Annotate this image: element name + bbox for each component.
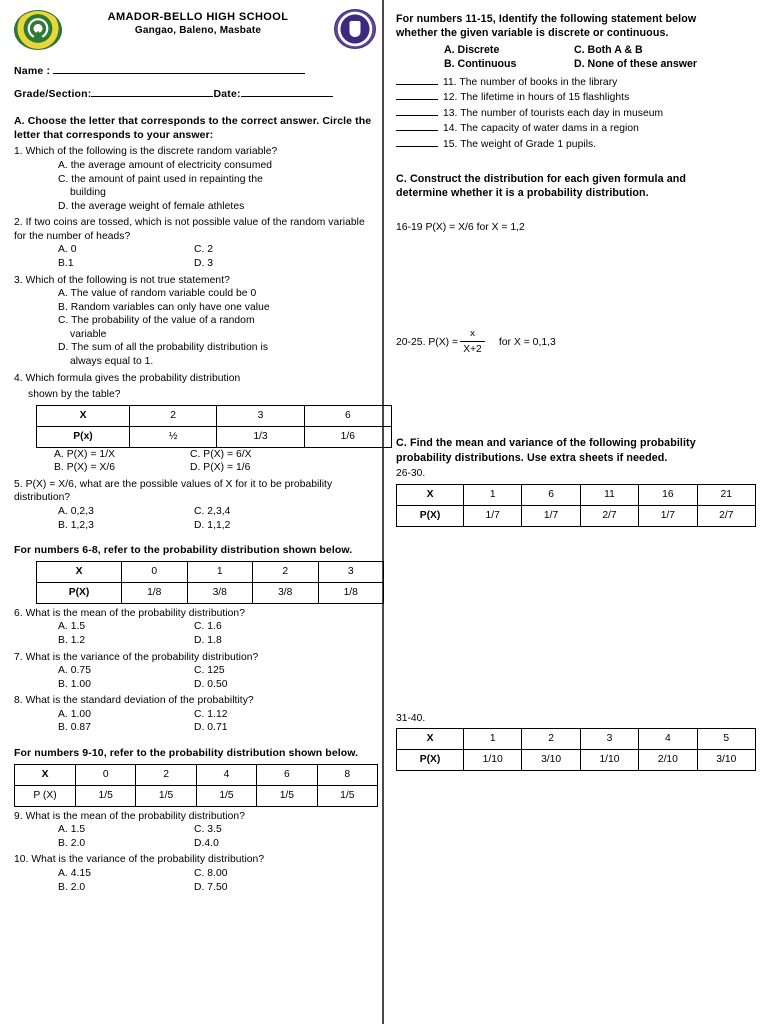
- table-row: [15, 785, 378, 806]
- right-column: [382, 0, 768, 1024]
- question-4-distribution-table: [36, 405, 392, 448]
- t68-row-label-x: X: [37, 561, 122, 582]
- t2630-row-label-x: X: [397, 484, 464, 505]
- t2630-p-4: 1/7: [639, 505, 697, 526]
- table-row: [15, 764, 378, 785]
- grade-date-field-row: [14, 86, 376, 100]
- t2630-p-5: 2/7: [697, 505, 755, 526]
- left-column: [0, 0, 382, 1024]
- note-9-10: For numbers 9-10, refer to the probability distribution shown below.: [14, 747, 359, 760]
- question-6-option-a[interactable]: A. 1.5: [58, 621, 86, 633]
- q4-x-2: 3: [217, 405, 304, 426]
- list-item: [396, 121, 758, 136]
- fraction-numerator: x: [460, 328, 485, 342]
- question-1-option-a[interactable]: A. the average amount of electricity consumed: [58, 159, 273, 171]
- question-2-options-row-1: [14, 243, 376, 257]
- question-7-options-row-1: [14, 664, 376, 678]
- answer-blank-15[interactable]: [396, 137, 438, 147]
- part-b-instruction-line-2: whether the given variable is discrete or continuous.: [396, 27, 669, 40]
- question-5-option-b[interactable]: B. 1,2,3: [58, 519, 94, 531]
- name-label: Name :: [14, 65, 51, 77]
- question-6-option-d[interactable]: D. 1.8: [194, 635, 222, 647]
- question-8-options-row-2: [14, 721, 376, 735]
- question-5-options-row-2: [14, 519, 376, 533]
- item-20-25-prefix: 20-25. P(X) =: [396, 336, 459, 348]
- grade-section-label: Grade/Section:: [14, 88, 92, 100]
- t910-x-1: 0: [76, 764, 136, 785]
- t910-p-5: 1/5: [317, 785, 377, 806]
- deped-seal-icon: [334, 9, 376, 49]
- part-b-instruction-line-1: For numbers 11-15, Identify the following statement below: [396, 13, 697, 25]
- part-a-instruction: A. Choose the letter that corresponds to the correct answer. Circle the letter that corresponds to your answer:: [14, 115, 372, 142]
- name-field-row: [14, 63, 376, 77]
- q4-row-label-px: P(x): [37, 426, 130, 447]
- item-15-text: 15. The weight of Grade 1 pupils.: [443, 138, 597, 150]
- question-3-option-c[interactable]: C. The probability of the value of a random: [58, 315, 255, 327]
- part-b-choice-b[interactable]: B. Continuous: [444, 57, 517, 70]
- question-3-option-d-cont: always equal to 1.: [70, 356, 154, 368]
- q4-x-3: 6: [304, 405, 391, 426]
- t2630-p-1: 1/7: [464, 505, 522, 526]
- part-c1-instruction-line-1: C. Construct the distribution for each given formula and: [396, 173, 687, 186]
- part-b-choice-a[interactable]: A. Discrete: [444, 43, 500, 56]
- t68-x-3: 2: [253, 561, 319, 582]
- part-c2-instruction-line-1: C. Find the mean and variance of the following probability: [396, 437, 696, 450]
- t910-p-4: 1/5: [257, 785, 317, 806]
- q4-p-2: 1/3: [217, 426, 304, 447]
- question-7-option-c[interactable]: C. 125: [194, 665, 225, 677]
- question-9-option-d[interactable]: D.4.0: [194, 837, 219, 849]
- list-item: [396, 137, 758, 152]
- t3140-x-3: 3: [580, 728, 638, 749]
- t3140-x-1: 1: [464, 728, 522, 749]
- t68-p-1: 1/8: [122, 582, 188, 603]
- question-6-option-c[interactable]: C. 1.6: [194, 621, 222, 633]
- question-9-option-a[interactable]: A. 1.5: [58, 824, 86, 836]
- table-row: [397, 505, 756, 526]
- distribution-table-9-10: [14, 764, 378, 807]
- part-b-choices-row-1: [396, 43, 758, 57]
- question-1-option-c-cont: building: [70, 187, 106, 199]
- answer-blank-13[interactable]: [396, 106, 438, 116]
- table-row: [37, 405, 392, 426]
- answer-blank-11[interactable]: [396, 75, 438, 85]
- item-13-text: 13. The number of tourists each day in museum: [443, 107, 664, 119]
- question-7-option-a[interactable]: A. 0.75: [58, 665, 91, 677]
- question-6-options-row-2: [14, 634, 376, 648]
- question-6-option-b[interactable]: B. 1.2: [58, 635, 86, 647]
- q4-x-1: 2: [130, 405, 217, 426]
- t2630-x-4: 16: [639, 484, 697, 505]
- question-9-option-c[interactable]: C. 3.5: [194, 824, 222, 836]
- t2630-x-1: 1: [464, 484, 522, 505]
- question-2-option-c[interactable]: C. 2: [194, 244, 214, 256]
- question-2-option-d[interactable]: D. 3: [194, 257, 214, 269]
- date-label: Date:: [213, 88, 241, 100]
- t68-x-2: 1: [187, 561, 253, 582]
- question-7-text: 7. What is the variance of the probability distribution?: [14, 651, 259, 663]
- school-title-block: [62, 8, 334, 36]
- question-9-option-b[interactable]: B. 2.0: [58, 837, 86, 849]
- t68-p-2: 3/8: [187, 582, 253, 603]
- question-4-option-c[interactable]: C. P(X) = 6/X: [190, 448, 252, 460]
- question-5-option-d[interactable]: D. 1,1,2: [194, 519, 231, 531]
- question-4-options-row-1: [14, 448, 376, 462]
- question-9-text: 9. What is the mean of the probability distribution?: [14, 810, 245, 822]
- grade-section-input-line[interactable]: [91, 86, 213, 97]
- question-3-option-c-cont: variable: [70, 328, 107, 340]
- question-7-options-row-2: [14, 678, 376, 692]
- question-5-option-a[interactable]: A. 0,2,3: [58, 506, 94, 518]
- question-6-options-row-1: [14, 620, 376, 634]
- t910-p-1: 1/5: [76, 785, 136, 806]
- question-10-text: 10. What is the variance of the probability distribution?: [14, 854, 265, 866]
- t2630-p-3: 2/7: [580, 505, 638, 526]
- question-5-options-row-1: [14, 505, 376, 519]
- part-b-choice-c[interactable]: C. Both A & B: [574, 43, 643, 56]
- t910-x-4: 6: [257, 764, 317, 785]
- part-c2-instruction-line-2: probability distributions. Use extra sheets if needed.: [396, 451, 668, 464]
- question-5-text: 5. P(X) = X/6, what are the possible values of X for it to be probability distribution?: [14, 478, 333, 504]
- t2630-x-2: 6: [522, 484, 580, 505]
- question-10-option-a[interactable]: A. 4.15: [58, 868, 91, 880]
- t68-p-4: 1/8: [318, 582, 384, 603]
- t910-p-2: 1/5: [136, 785, 196, 806]
- question-2-options-row-2: [14, 257, 376, 271]
- distribution-table-6-8: [36, 561, 384, 604]
- school-name: AMADOR-BELLO HIGH SCHOOL: [107, 11, 289, 23]
- question-3-option-d[interactable]: D. The sum of all the probability distribution is: [58, 342, 269, 354]
- question-10-option-d[interactable]: D. 7.50: [194, 881, 228, 893]
- t3140-p-4: 2/10: [639, 749, 697, 770]
- t910-x-5: 8: [317, 764, 377, 785]
- fraction-denominator: X+2: [463, 343, 482, 355]
- question-8-option-b[interactable]: B. 0.87: [58, 722, 91, 734]
- question-1-text: 1. Which of the following is the discrete random variable?: [14, 146, 278, 158]
- table-row: [37, 561, 384, 582]
- list-item: [396, 75, 758, 90]
- part-c1-instruction-line-2: determine whether it is a probability distribution.: [396, 187, 649, 200]
- question-9-options-row-2: [14, 837, 376, 851]
- t3140-x-5: 5: [697, 728, 755, 749]
- item-16-19-formula: 16-19 P(X) = X/6 for X = 1,2: [396, 221, 525, 233]
- q4-p-1: ½: [130, 426, 217, 447]
- question-4-option-a[interactable]: A. P(X) = 1/X: [54, 448, 116, 460]
- t910-row-label-x: X: [15, 764, 76, 785]
- label-31-40: 31-40.: [396, 712, 426, 724]
- date-input-line[interactable]: [241, 86, 333, 97]
- item-20-25-suffix: for X = 0,1,3: [498, 336, 556, 348]
- item-20-25-formula: [396, 328, 758, 357]
- question-9-options-row-1: [14, 823, 376, 837]
- question-4-option-d[interactable]: D. P(X) = 1/6: [190, 462, 251, 474]
- question-1-option-d[interactable]: D. the average weight of female athletes: [58, 200, 245, 212]
- question-2-option-a[interactable]: A. 0: [58, 244, 77, 256]
- q4-p-3: 1/6: [304, 426, 391, 447]
- question-6-text: 6. What is the mean of the probability distribution?: [14, 607, 245, 619]
- question-1-option-c[interactable]: C. the amount of paint used in repainting the: [58, 173, 263, 185]
- t68-x-1: 0: [122, 561, 188, 582]
- question-8-option-c[interactable]: C. 1.12: [194, 708, 228, 720]
- question-2-text: 2. If two coins are tossed, which is not possible value of the random variable for the number of heads?: [14, 217, 365, 242]
- distribution-table-26-30: [396, 484, 756, 527]
- list-item: [396, 106, 758, 121]
- t910-x-3: 4: [196, 764, 256, 785]
- question-3-option-a[interactable]: A. The value of random variable could be 0: [58, 288, 257, 300]
- answer-blank-14[interactable]: [396, 121, 438, 131]
- note-6-8: For numbers 6-8, refer to the probability distribution shown below.: [14, 544, 353, 557]
- t68-p-3: 3/8: [253, 582, 319, 603]
- question-8-options-row-1: [14, 708, 376, 722]
- question-8-text: 8. What is the standard deviation of the probabiltity?: [14, 695, 254, 707]
- table-row: [37, 582, 384, 603]
- school-address: Gangao, Baleno, Masbate: [134, 25, 262, 36]
- t3140-row-label-px: P(X): [397, 749, 464, 770]
- t2630-row-label-px: P(X): [397, 505, 464, 526]
- t68-row-label-px: P(X): [37, 582, 122, 603]
- t3140-row-label-x: X: [397, 728, 464, 749]
- item-14-text: 14. The capacity of water dams in a region: [443, 123, 639, 135]
- part-b-choices-row-2: [396, 57, 758, 71]
- table-row: [37, 426, 392, 447]
- item-11-text: 11. The number of books in the library: [443, 77, 618, 89]
- t910-row-label-px: P (X): [15, 785, 76, 806]
- distribution-table-31-40: [396, 728, 756, 771]
- list-item: [396, 90, 758, 105]
- t3140-p-5: 3/10: [697, 749, 755, 770]
- question-3-option-b[interactable]: B. Random variables can only have one value: [58, 301, 270, 313]
- document-header: [14, 8, 376, 54]
- t68-x-4: 3: [318, 561, 384, 582]
- part-b-choice-d[interactable]: D. None of these answer: [574, 57, 698, 70]
- table-row: [397, 728, 756, 749]
- q4-row-label-x: X: [37, 405, 130, 426]
- question-10-options-row-1: [14, 867, 376, 881]
- question-4-text: 4. Which formula gives the probability distribution: [14, 372, 241, 384]
- question-4-text-cont: shown by the table?: [28, 389, 121, 401]
- question-7-option-b[interactable]: B. 1.00: [58, 678, 91, 690]
- t3140-x-2: 2: [522, 728, 580, 749]
- question-8-option-d[interactable]: D. 0.71: [194, 722, 228, 734]
- t3140-x-4: 4: [639, 728, 697, 749]
- t2630-p-2: 1/7: [522, 505, 580, 526]
- question-10-option-c[interactable]: C. 8.00: [194, 868, 228, 880]
- t910-x-2: 2: [136, 764, 196, 785]
- table-row: [397, 749, 756, 770]
- question-4-option-b[interactable]: B. P(X) = X/6: [54, 462, 116, 474]
- question-5-option-c[interactable]: C. 2,3,4: [194, 506, 231, 518]
- question-8-option-a[interactable]: A. 1.00: [58, 708, 91, 720]
- t2630-x-3: 11: [580, 484, 638, 505]
- question-4-options-row-2: [14, 461, 376, 475]
- name-input-line[interactable]: [53, 63, 305, 74]
- answer-blank-12[interactable]: [396, 90, 438, 100]
- question-10-option-b[interactable]: B. 2.0: [58, 881, 86, 893]
- question-3-text: 3. Which of the following is not true statement?: [14, 274, 230, 286]
- table-row: [397, 484, 756, 505]
- item-12-text: 12. The lifetime in hours of 15 flashlights: [443, 92, 630, 104]
- question-7-option-d[interactable]: D. 0.50: [194, 678, 228, 690]
- t3140-p-2: 3/10: [522, 749, 580, 770]
- fraction-x-over-x-plus-2: [460, 328, 485, 357]
- school-seal-icon: [14, 10, 62, 50]
- t2630-x-5: 21: [697, 484, 755, 505]
- t3140-p-1: 1/10: [464, 749, 522, 770]
- t3140-p-3: 1/10: [580, 749, 638, 770]
- label-26-30: 26-30.: [396, 468, 426, 480]
- t910-p-3: 1/5: [196, 785, 256, 806]
- question-10-options-row-2: [14, 881, 376, 895]
- question-2-option-b[interactable]: B.1: [58, 257, 74, 269]
